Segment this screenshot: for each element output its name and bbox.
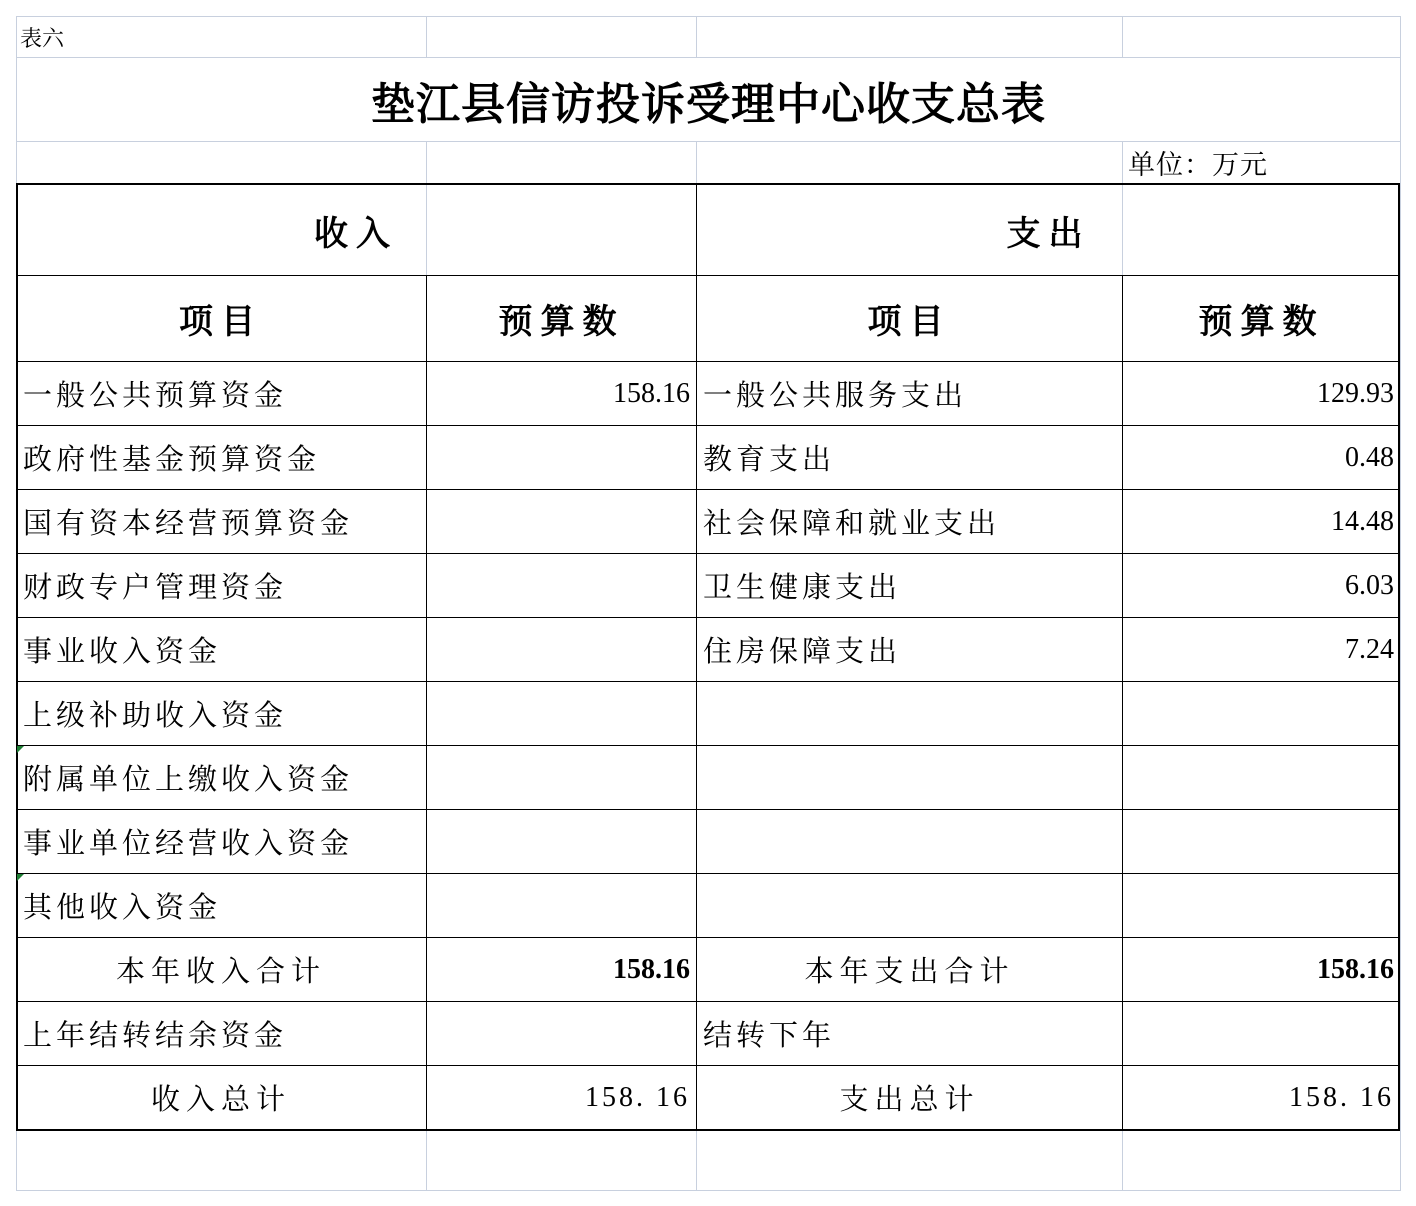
page-title: 垫江县信访投诉受理中心收支总表 <box>371 78 1046 130</box>
expense-item-header: 项目 <box>867 302 952 342</box>
income-item-cell: 事业单位经营收入资金 <box>23 826 354 860</box>
expense-value-cell <box>1123 746 1400 809</box>
income-value-cell <box>427 426 696 489</box>
expense-grand-total-value: 158. 16 <box>1289 1081 1394 1113</box>
income-value-cell <box>427 810 696 873</box>
expense-value-cell: 129.93 <box>1317 377 1394 409</box>
expense-carryover-label: 结转下年 <box>703 1018 836 1052</box>
income-item-cell: 其他收入资金 <box>23 890 222 924</box>
income-value-cell <box>427 490 696 553</box>
expense-value-cell <box>1123 682 1400 745</box>
income-item-cell: 国有资本经营预算资金 <box>23 506 354 540</box>
expense-item-cell <box>697 874 1122 937</box>
income-value-cell: 158.16 <box>613 377 690 409</box>
income-year-total-label: 本年收入合计 <box>115 954 326 988</box>
expense-value-cell: 6.03 <box>1345 569 1394 601</box>
income-value-cell <box>427 682 696 745</box>
expense-carryover-value <box>1123 1002 1400 1065</box>
income-carryover-value <box>427 1002 696 1065</box>
income-grand-total-value: 158. 16 <box>585 1081 690 1113</box>
expense-item-cell <box>697 746 1122 809</box>
income-value-cell <box>427 874 696 937</box>
income-value-cell <box>427 618 696 681</box>
expense-year-total-label: 本年支出合计 <box>804 954 1015 988</box>
sheet-label: 表六 <box>20 26 65 52</box>
expense-item-cell <box>697 682 1122 745</box>
income-heading: 收入 <box>314 213 398 254</box>
income-item-cell: 政府性基金预算资金 <box>23 442 321 476</box>
income-year-total-value: 158.16 <box>613 953 690 985</box>
expense-year-total-value: 158.16 <box>1317 953 1394 985</box>
income-budget-header: 预算数 <box>498 302 625 342</box>
income-carryover-label: 上年结转结余资金 <box>23 1018 288 1052</box>
income-value-cell <box>427 746 696 809</box>
expense-item-cell <box>697 810 1122 873</box>
expense-value-cell: 14.48 <box>1331 505 1394 537</box>
income-value-cell <box>427 554 696 617</box>
expense-value-cell: 7.24 <box>1345 633 1394 665</box>
expense-value-cell: 0.48 <box>1345 441 1394 473</box>
unit-label: 单位：万元 <box>1128 150 1268 181</box>
income-item-cell: 事业收入资金 <box>23 634 222 668</box>
income-item-cell: 一般公共预算资金 <box>23 378 288 412</box>
expense-value-cell <box>1123 810 1400 873</box>
income-item-cell: 上级补助收入资金 <box>23 698 288 732</box>
expense-item-cell: 住房保障支出 <box>703 634 902 668</box>
income-item-header: 项目 <box>179 302 263 342</box>
expense-item-cell: 社会保障和就业支出 <box>703 506 1001 540</box>
expense-budget-header: 预算数 <box>1198 302 1325 342</box>
expense-item-cell: 卫生健康支出 <box>703 570 902 604</box>
expense-value-cell <box>1123 874 1400 937</box>
expense-item-cell: 教育支出 <box>703 442 836 476</box>
expense-heading: 支出 <box>1006 213 1091 254</box>
gridline <box>1400 16 1401 1191</box>
gridline <box>16 1190 1401 1191</box>
expense-grand-total-label: 支出总计 <box>839 1082 980 1116</box>
income-grand-total-label: 收入总计 <box>150 1082 291 1116</box>
expense-item-cell: 一般公共服务支出 <box>703 378 968 412</box>
income-item-cell: 财政专户管理资金 <box>23 570 288 604</box>
income-item-cell: 附属单位上缴收入资金 <box>23 762 354 796</box>
